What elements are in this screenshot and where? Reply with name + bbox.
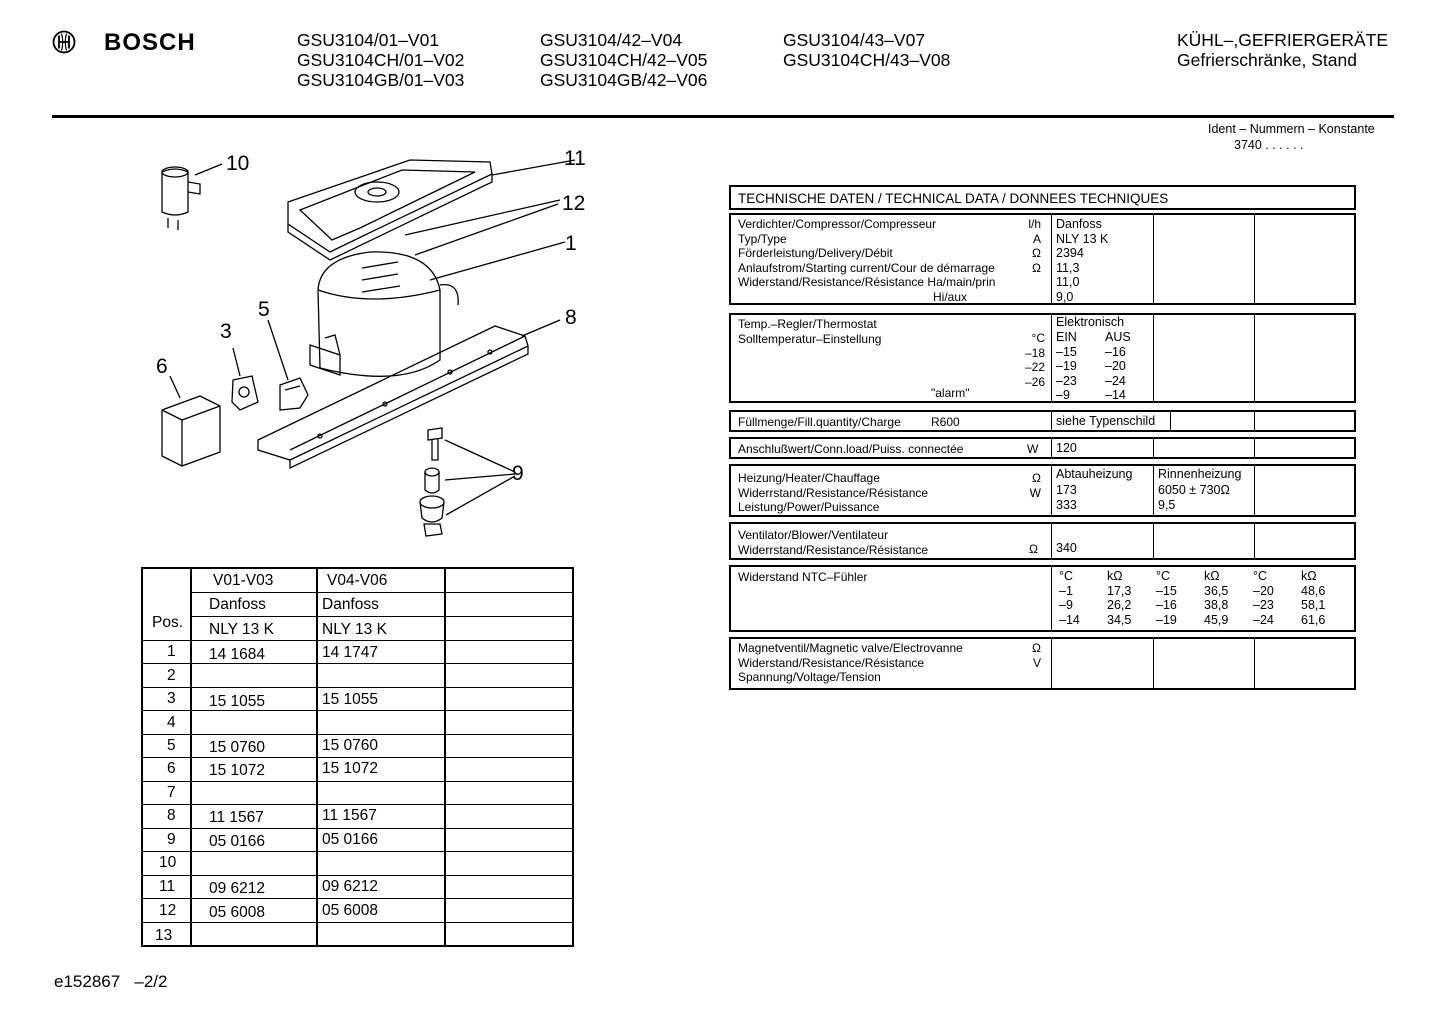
value: NLY 13 K bbox=[1056, 231, 1109, 246]
column-header: °C bbox=[1253, 569, 1268, 583]
pos-cell: 13 bbox=[155, 927, 173, 944]
column-header: Danfoss bbox=[209, 596, 266, 613]
pos-header: Pos. bbox=[152, 614, 184, 631]
part-number-cell: 05 6008 bbox=[322, 902, 379, 919]
model-number: GSU3104GB/42–V06 bbox=[540, 70, 708, 90]
value: –19 bbox=[1156, 612, 1177, 627]
pos-cell: 9 bbox=[167, 831, 176, 848]
category-title: KÜHL–,GEFRIERGERÄTE bbox=[1177, 30, 1389, 50]
value: –16 bbox=[1156, 598, 1177, 612]
value: 26,2 bbox=[1107, 598, 1132, 612]
pos-cell: 8 bbox=[167, 807, 176, 824]
unit: l/h bbox=[1028, 217, 1041, 231]
setting-value: –26 bbox=[1024, 374, 1045, 389]
mounting-kit-part bbox=[420, 428, 444, 536]
column-header-ein: EIN bbox=[1056, 330, 1077, 344]
value: 11,3 bbox=[1056, 260, 1080, 275]
callout-label: 5 bbox=[258, 298, 270, 321]
part-number-cell: 14 1684 bbox=[209, 646, 266, 663]
row-label: Widerstand/Resistance/Résistance bbox=[738, 655, 925, 670]
relay-cover-part bbox=[162, 396, 220, 466]
model-number: GSU3104CH/42–V05 bbox=[540, 50, 708, 70]
value: siehe Typenschild bbox=[1056, 414, 1156, 428]
part-number-cell: 09 6212 bbox=[209, 880, 266, 897]
capacitor-part bbox=[162, 167, 200, 230]
pos-cell: 1 bbox=[167, 643, 176, 660]
part-number-cell: 15 1055 bbox=[209, 693, 266, 710]
row-label: Förderleistung/Delivery/Débit bbox=[738, 246, 893, 260]
part-number-cell: 09 6212 bbox=[322, 878, 379, 895]
pos-cell: 10 bbox=[159, 854, 177, 871]
row-label: Spannung/Voltage/Tension bbox=[738, 670, 881, 684]
value: Rinnenheizung bbox=[1158, 467, 1242, 481]
page-number: –2/2 bbox=[134, 972, 168, 991]
column-header: NLY 13 K bbox=[322, 621, 387, 638]
column-header: V01-V03 bbox=[213, 572, 274, 589]
refrigerant: R600 bbox=[931, 415, 960, 429]
unit: Ω bbox=[1032, 260, 1041, 275]
model-number: GSU3104/43–V07 bbox=[783, 30, 926, 50]
blower-block bbox=[729, 522, 1356, 560]
value: 38,8 bbox=[1204, 598, 1229, 612]
pos-cell: 4 bbox=[167, 714, 176, 731]
value: 17,3 bbox=[1107, 583, 1132, 598]
value: –9 bbox=[1059, 598, 1073, 612]
part-number-cell: 11 1567 bbox=[209, 809, 264, 826]
overload-protector-part bbox=[232, 376, 258, 410]
pos-cell: 12 bbox=[159, 902, 177, 919]
thermostat-type: Elektronisch bbox=[1056, 315, 1125, 329]
doc-id bbox=[54, 972, 167, 992]
unit: W bbox=[1027, 442, 1039, 456]
callout-label: 11 bbox=[564, 147, 586, 170]
value: –23 bbox=[1056, 373, 1077, 388]
unit: Ω bbox=[1032, 246, 1041, 260]
pos-cell: 3 bbox=[167, 690, 176, 707]
column-header: kΩ bbox=[1301, 569, 1317, 583]
row-label: Widerrstand/Resistance/Résistance bbox=[738, 542, 929, 557]
leader-line bbox=[492, 160, 575, 175]
model-number: GSU3104CH/43–V08 bbox=[783, 50, 951, 70]
unit: Ω bbox=[1029, 542, 1038, 556]
row-label: Füllmenge/Fill.quantity/Charge bbox=[738, 415, 901, 429]
tech-data-title: TECHNISCHE DATEN / TECHNICAL DATA / DONNEES TECHNIQUES bbox=[738, 191, 1169, 206]
callout-label: 12 bbox=[562, 192, 586, 215]
part-number-cell: 15 0760 bbox=[322, 737, 379, 754]
column-header: kΩ bbox=[1107, 569, 1123, 583]
parts-table bbox=[141, 567, 574, 947]
value: –9 bbox=[1056, 388, 1070, 402]
value: –15 bbox=[1056, 344, 1077, 359]
part-number-cell: 14 1747 bbox=[322, 644, 379, 661]
value: Danfoss bbox=[1056, 217, 1102, 231]
pos-cell: 11 bbox=[159, 878, 176, 895]
column-header: V04-V06 bbox=[327, 572, 388, 589]
value: 173 bbox=[1056, 482, 1077, 497]
part-number-cell: 05 0166 bbox=[322, 831, 379, 848]
value: –23 bbox=[1253, 598, 1274, 612]
row-label: Ventilator/Blower/Ventilateur bbox=[738, 528, 889, 542]
pos-cell: 6 bbox=[167, 760, 176, 777]
callout-label: 6 bbox=[156, 355, 168, 378]
part-number-cell: 15 1072 bbox=[209, 762, 266, 779]
value: –1 bbox=[1059, 583, 1073, 598]
value: –16 bbox=[1105, 344, 1126, 359]
value: Abtauheizung bbox=[1056, 467, 1133, 481]
value: –20 bbox=[1105, 359, 1126, 373]
unit: Ω bbox=[1032, 641, 1041, 655]
row-label: Anschlußwert/Conn.load/Puiss. connectée bbox=[738, 442, 964, 456]
value: 36,5 bbox=[1204, 583, 1229, 598]
part-number-cell: 15 1072 bbox=[322, 760, 379, 777]
pos-cell: 2 bbox=[167, 667, 176, 684]
setting-value: –22 bbox=[1024, 360, 1045, 374]
row-label: Hi/aux bbox=[933, 289, 968, 304]
base-rail-part bbox=[258, 326, 528, 468]
leader-line bbox=[522, 320, 560, 336]
column-header: °C bbox=[1059, 569, 1074, 583]
value: 9,5 bbox=[1158, 498, 1176, 512]
unit: Ω bbox=[1032, 471, 1041, 485]
callout-label: 8 bbox=[565, 306, 577, 329]
unit: °C bbox=[1031, 331, 1045, 345]
column-header: NLY 13 K bbox=[209, 621, 274, 638]
row-label: Leistung/Power/Puissance bbox=[738, 500, 880, 514]
row-label: Solltemperatur–Einstellung bbox=[738, 331, 882, 346]
value: –20 bbox=[1253, 583, 1274, 598]
compressor-part bbox=[310, 252, 458, 376]
value: –19 bbox=[1056, 359, 1077, 373]
model-number: GSU3104GB/01–V03 bbox=[297, 70, 465, 90]
drip-tray-part bbox=[288, 160, 492, 260]
unit: A bbox=[1032, 231, 1041, 246]
column-header-aus: AUS bbox=[1105, 330, 1131, 344]
part-number-cell: 05 0166 bbox=[209, 833, 266, 850]
leader-line bbox=[430, 242, 565, 280]
model-number: GSU3104CH/01–V02 bbox=[297, 50, 465, 70]
row-label: Magnetventil/Magnetic valve/Electrovanne bbox=[738, 641, 963, 655]
leader-line bbox=[170, 376, 180, 398]
value: 9,0 bbox=[1056, 289, 1074, 304]
value: –24 bbox=[1105, 373, 1126, 388]
leader-line bbox=[195, 164, 222, 175]
column-header: kΩ bbox=[1204, 569, 1220, 583]
setting-value: –18 bbox=[1024, 345, 1045, 360]
bosch-logo-icon bbox=[52, 30, 76, 54]
value: 2394 bbox=[1056, 246, 1084, 260]
part-number-cell: 15 0760 bbox=[209, 739, 266, 756]
value: 58,1 bbox=[1301, 598, 1326, 612]
row-label: Widerstand NTC–Fühler bbox=[738, 570, 868, 584]
row-label: Widerstand/Resistance/Résistance Ha/main/prin bbox=[738, 275, 996, 289]
callout-label: 10 bbox=[226, 152, 250, 175]
leader-line bbox=[445, 440, 515, 515]
unit: W bbox=[1029, 485, 1041, 500]
row-label: Widerrstand/Resistance/Résistance bbox=[738, 485, 929, 500]
callout-label: 1 bbox=[565, 232, 577, 255]
doc-number: e152867 bbox=[54, 972, 121, 991]
value: 48,6 bbox=[1301, 583, 1326, 598]
model-number: GSU3104/42–V04 bbox=[540, 30, 683, 50]
row-label: Verdichter/Compressor/Compresseur bbox=[738, 217, 937, 231]
starter-relay-part bbox=[280, 378, 308, 410]
value: 6050 ± 730Ω bbox=[1158, 482, 1230, 497]
compressor-block bbox=[729, 213, 1356, 305]
model-list-2 bbox=[540, 30, 707, 90]
value: 61,6 bbox=[1301, 612, 1326, 627]
part-number-cell: 15 1055 bbox=[322, 691, 379, 708]
part-number-cell: 05 6008 bbox=[209, 904, 266, 921]
leader-line bbox=[233, 348, 240, 376]
value: –14 bbox=[1105, 388, 1126, 402]
exploded-parts-diagram bbox=[140, 140, 600, 540]
value: 333 bbox=[1056, 498, 1077, 512]
row-label: Typ/Type bbox=[738, 231, 787, 246]
value: 11,0 bbox=[1056, 275, 1080, 289]
row-label: Heizung/Heater/Chauffage bbox=[738, 471, 880, 485]
callout-label: 9 bbox=[512, 462, 524, 485]
column-header: °C bbox=[1156, 569, 1171, 583]
model-list-1 bbox=[297, 30, 464, 90]
model-number: GSU3104/01–V01 bbox=[297, 30, 440, 50]
pos-cell: 7 bbox=[167, 784, 176, 801]
thermostat-block bbox=[729, 313, 1356, 403]
row-label: Temp.–Regler/Thermostat bbox=[738, 317, 877, 331]
connected-load-block bbox=[729, 437, 1356, 459]
value: 120 bbox=[1056, 441, 1077, 455]
fill-quantity-block bbox=[729, 410, 1356, 432]
column-header: Danfoss bbox=[322, 596, 379, 613]
value: 45,9 bbox=[1204, 612, 1229, 627]
value: 34,5 bbox=[1107, 612, 1132, 627]
brand-name: BOSCH bbox=[104, 29, 196, 56]
magnetic-valve-block bbox=[729, 637, 1356, 690]
ntc-sensor-block bbox=[729, 565, 1356, 632]
model-list-3 bbox=[783, 30, 950, 70]
ident-label: Ident – Nummern – Konstante bbox=[1208, 122, 1375, 136]
value: –24 bbox=[1253, 612, 1274, 627]
value: 340 bbox=[1056, 541, 1077, 555]
value: –15 bbox=[1156, 583, 1177, 598]
subcategory-title: Gefrierschränke, Stand bbox=[1177, 50, 1357, 70]
tech-data-title-box bbox=[729, 185, 1356, 210]
category-heading bbox=[1177, 30, 1388, 70]
part-number-cell: 11 1567 bbox=[322, 807, 377, 824]
leader-line bbox=[268, 320, 288, 380]
unit: V bbox=[1032, 655, 1041, 670]
row-label: Anlaufstrom/Starting current/Cour de démarrage bbox=[738, 260, 995, 275]
value: –14 bbox=[1059, 612, 1080, 627]
heater-block bbox=[729, 464, 1356, 517]
ident-value: 3740 . . . . . . bbox=[1234, 138, 1304, 152]
alarm-label: "alarm" bbox=[931, 386, 970, 400]
pos-cell: 5 bbox=[167, 737, 176, 754]
leader-line bbox=[405, 200, 560, 255]
header-divider bbox=[52, 115, 1394, 118]
callout-label: 3 bbox=[220, 320, 232, 343]
